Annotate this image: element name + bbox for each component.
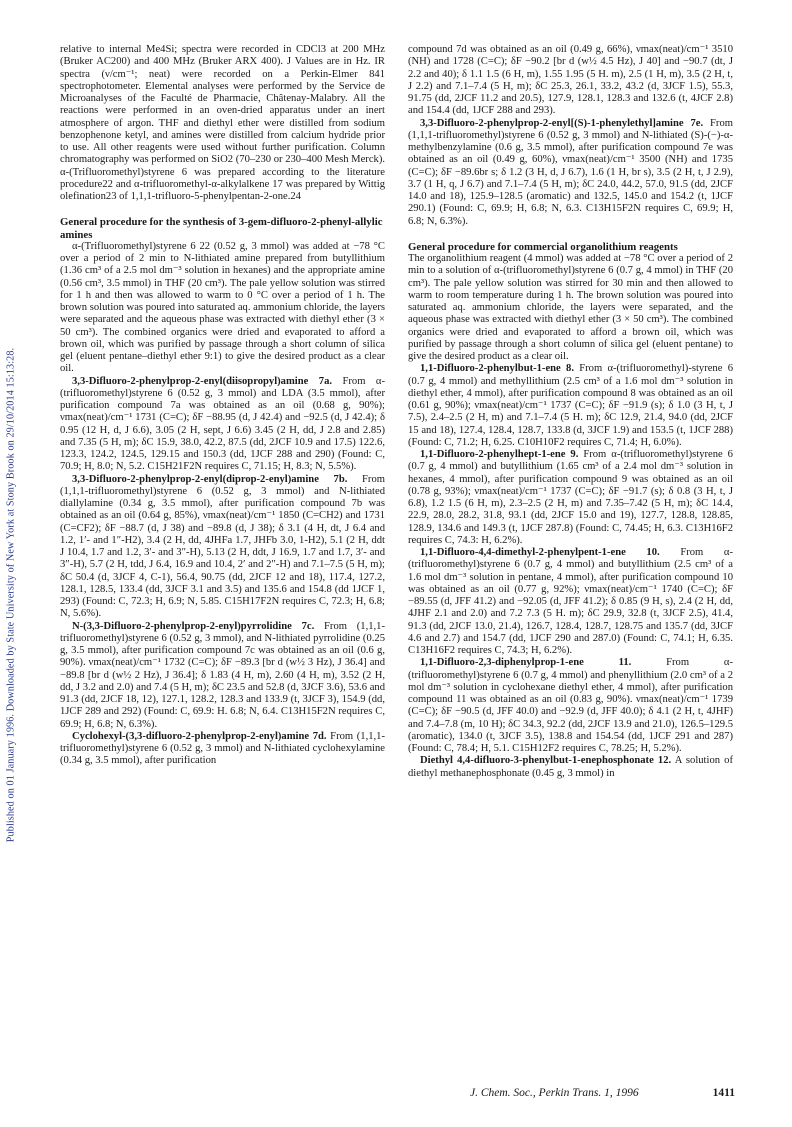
page-footer bbox=[470, 1087, 735, 1099]
compound-7c-title: N-(3,3-Difluoro-2-phenylprop-2-enyl)pyrrolidine 7c. bbox=[72, 620, 315, 632]
compound-9-entry bbox=[408, 449, 733, 547]
compound-7d-entry bbox=[60, 731, 385, 768]
compound-7d-continued: compound 7d was obtained as an oil (0.49 g, 66%), νmax(neat)/cm⁻¹ 3510 (NH) and 1728 (C=C); δF −90.2 [br d (w½ 4.5 Hz), J 40] and −90.7 (dt, J 2.2 and 40); δ 1.1 1.5 (6 H, m), 1.55 1.95 (5 H. m), 2.5 (1 H, m), 3.5 (2 H, t, J 2.2) and 7.1–7.4 (5 H, m); δC 25.3, 26.1, 33.2, 43.2 (d, 3JCF 1.5), 55.3, 91.75 (dd, 2JCF 11.2 and 20.5), 127.9, 128.1, 128.3 and 132.6 (t, 4JCF 2.8) and 154.4 (dd, 1JCF 288 and 293). bbox=[408, 44, 734, 117]
compound-7a-title: 3,3-Difluoro-2-phenylprop-2-enyl(diisopropyl)amine 7a. bbox=[72, 375, 333, 387]
compound-7c-entry bbox=[60, 621, 385, 731]
experimental-intro: relative to internal Me4Si; spectra were recorded in CDCl3 at 200 MHz (Bruker AC200) and 400 MHz (Bruker ARX 400). J Values are in Hz. IR spectra (ν/cm⁻¹; neat) were recorded on a Perkin-Elmer 841 spectrophotometer. Elemental analyses were performed by the Service de Microanalyses of the Faculté de Pharmacie, Châtenay-Malabry. All the reactions were performed in an oven-dried apparatus under an inert atmosphere of argon. THF and diethyl ether were distilled from sodium benzophenone ketyl, and amines were distilled from calcium hydride prior to use. All other reagents were used without further purification. Column chromatography was performed on SiO2 (70–230 or 230–400 Mesh Merck). α-(Trifluoromethyl)styrene 6 was prepared according to the literature procedure22 and α-trifluoromethyl-α-alkylalkene 17 was prepared by Wittig olefination23 of 1,1,1-trifluoro-5-phenylpentan-2-one.24 bbox=[60, 44, 385, 202]
compound-7b-title: 3,3-Difluoro-2-phenylprop-2-enyl(diprop-2-enyl)amine 7b. bbox=[72, 473, 348, 485]
download-watermark bbox=[2, 150, 20, 1040]
compound-10-text: From α-(trifluoromethyl)styrene 6 (0.7 g, 4 mmol) and butyllithium (2.5 cm³ of a 1.6 mol dm⁻³ solution in pentane, 4 mmol), after purification compound 10 was obtained as an oil (0.77 g, 92%); νmax(neat)/cm⁻¹ 1740 (C=C); δF −89.55 (d, JFF 41.2) and −92.05 (d, JFF 41.2); δ 0.85 (9 H, s), 2.4 (2 H, dd, 4JHF 2.1 and 2.0) and 7.2 7.3 (5 H. m); δC 29.9, 32.8 (t, 3JCF 2.5), 41.4, 91.3 (dd, 2JCF 13.0, 21.4), 126.7, 128.4, 128.7, 128.75 and 135.7 (dd, 3JCF 4.6 and 2.7) and 154.7 (dd, 1JCF 290 and 287.0) (Found: C, 74.1; H, 6.35. C13H16F2 requires C, 74.3; H, 6.2%). bbox=[408, 547, 733, 656]
compound-7a-text: From α-(trifluoromethyl)styrene 6 (0.52 g, 3 mmol) and LDA (3.5 mmol), after purification compound 7a was obtained as an oil (0.68 g, 90%); νmax(neat)/cm⁻¹ 1731 (C=C); δF −88.95 (d, J 42.4) and −92.5 (d, J 42.4); δ 0.95 (12 H, d, J 6.6), 3.05 (2 H, sept, J 6.6) 3.45 (2 H, dd, J 2.8 and 2.85) and 7.35 (5 H, m); δC 15.9, 38.0, 42.2, 87.5 (dd, 2JCF 10.9 and 17.5) 122.6, 123.3, 124.2, 124.5, 129.15 and 150.3 (dd, 1JCF 288 and 290) (Found: C, 70.9; H, 8.0; N, 5.2. C15H21F2N requires C, 71.15; H, 8.3; N, 5.5%). bbox=[60, 375, 385, 473]
compound-10-title: 1,1-Difluoro-4,4-dimethyl-2-phenylpent-1-ene 10. bbox=[420, 547, 660, 558]
compound-7d-text: From (1,1,1-trifluoromethyl)styrene 6 (0.52 g, 3 mmol) and N-lithiated cyclohexylamine (0.34 g, 3.5 mmol), after purification bbox=[60, 730, 385, 767]
journal-citation: J. Chem. Soc., Perkin Trans. 1, 1996 bbox=[470, 1087, 639, 1099]
compound-8-entry bbox=[408, 363, 733, 449]
section-heading-amines: General procedure for the synthesis of 3-gem-difluoro-2-phenyl-allylic amines bbox=[60, 216, 383, 241]
compound-10-entry bbox=[408, 547, 733, 657]
compound-12-text: A solution of diethyl methanephosphonate (0.45 g, 3 mmol) in bbox=[408, 755, 733, 779]
compound-11-entry bbox=[408, 657, 733, 755]
download-watermark-text: Published on 01 January 1996. Downloaded by State University of New York at Stony Brook on 29/10/2014 15:13:28. bbox=[5, 347, 17, 843]
compound-7d-title: Cyclohexyl-(3,3-difluoro-2-phenylprop-2-enyl)amine 7d. bbox=[72, 730, 327, 742]
right-column bbox=[408, 44, 733, 780]
compound-12-title: Diethyl 4,4-difluoro-3-phenylbut-1-enephosphonate 12. bbox=[420, 755, 672, 767]
compound-11-text: From α-(trifluoromethyl)styrene 6 (0.7 g, 4 mmol) and phenyllithium (2.0 cm³ of a 2 mol dm⁻³ solution in cyclohexane diethyl ether, 4 mmol), after purification compound 11 was obtained as an oil (0.83 g, 90%). νmax(neat)/cm⁻¹ 1739 (C=C); δF −90.5 (d, JFF 40.0) and −92.9 (d, JFF 40.0); δ 4.1 (2 H, t, 4JHF) and 7.4–7.8 (m, 10 H); δC 34.3, 92.2 (dd, 2JCF 13.9 and 21.0), 126.5–129.5 (aromatic), 134.0 (t, 3JCF 3.5), 138.8 and 154.54 (dd, 1JCF 291 and 287) (Found: C, 78.4; H, 5.1. C15H12F2 requires C, 78.25; H, 5.2%). bbox=[408, 657, 733, 754]
compound-8-text: From α-(trifluoromethyl)-styrene 6 (0.7 g, 4 mmol) and methyllithium (2.5 cm³ of a 1.6 mol dm⁻³ solution in diethyl ether, 4 mmol), after purification compound 8 was obtained as an oil (0.61 g, 90%); νmax(neat)/cm⁻¹ 1737 (C=C); δF −91.9 (s); δ 1.0 (3 H, t, J 7.5), 2.4–2.5 (2 H, m) and 7.1–7.4 (5 H. m); δC 12.9, 21.4, 94.0 (dd, 2JCF 15 and 18), 127.4, 128.4, 128.7, 133.8 (d, 3JCF 1.9) and 153.5 (t, 1JCF 288) (Found: C, 71.2; H, 6.25. C10H10F2 requires C, 71.4; H, 6.0%). bbox=[408, 363, 733, 448]
compound-7c-text: From (1,1,1-trifluoromethyl)styrene 6 (0.52 g, 3 mmol), and N-lithiated pyrrolidine (0.25 g, 3.5 mmol), after purification compound 7c was obtained as an oil (0.6 g, 90%). νmax(neat)/cm⁻¹ 1732 (C=C); δF −89.3 [br d (w½ 3 Hz), J 36.4] and −89.8 [br d (w½ 2 Hz), J 36.4]; δ 1.83 (4 H, m), 2.60 (4 H, m), 3.52 (2 H, dd, J 3.2 and 2.0) and 7.4 (5 H, m); δC 23.5 and 52.8 (d, 3JCF 3.6), 53.6 and 91.3 (dd, 2JCF 18, 12), 127.1, 128.2, 128.3 and 133.9 (t, 3JCF 3), 154.9 (dd, 1JCF 289 and 292) (Found: C, 69.9: H. 6.8; N, 6.4. C13H15F2N requires C, 69.9; H, 6.8; N, 6.3%). bbox=[60, 620, 385, 730]
compound-9-text: From α-(trifluoromethyl)styrene 6 (0.7 g, 4 mmol) and butyllithium (1.65 cm³ of a 2.4 mol dm⁻³ solution in hexanes, 4 mmol), after purification compound 9 was obtained as an oil (0.78 g, 93%); νmax(neat)/cm⁻¹ 1737 (C=C); δF −91.7 (s); δ 0.8 (3 H, t, J 6.8), 1.2 1.5 (6 H, m), 2.3–2.5 (2 H, m) and 7.35–7.42 (5 H, m); δC 14.4, 22.9, 28.0, 28.2, 31.8, 93.1 (dd, 2JCF 15.0 and 19), 127.7, 128.8, 128.85, 128.9, 134.6 and 149.3 (t, 1JCF 287.8) (Found: C, 74.45; H, 6.3. C13H16F2 requires C, 74.3: H, 6.2%). bbox=[408, 449, 733, 546]
left-column bbox=[60, 44, 385, 768]
general-procedure-organolithium: The organolithium reagent (4 mmol) was added at −78 °C over a period of 2 min to a solution of α-(trifluoromethyl)styrene 6 (0.7 g, 4 mmol) in THF (20 cm³). The pale yellow solution was stirred for 30 min and then allowed to warm to room temperature during 1 h. The brown solution was poured into saturated aq. ammonium chloride, the layers were separated, and the aqueous phase was extracted with diethyl ether (3 × 50 cm³). The combined organics were dried and evaporated to afford a brown oil, which was purified by passage through a short column of silica gel (eluent pentane) to give the desired product as a clear oil. bbox=[408, 253, 733, 362]
compound-11-title: 1,1-Difluoro-2,3-diphenylprop-1-ene 11. bbox=[420, 657, 632, 669]
compound-12-entry bbox=[408, 755, 733, 780]
compound-7e-text: From (1,1,1-trifluoromethyl)styrene 6 (0.52 g, 3 mmol) and N-lithiated (S)-(−)-α-methylbenzylamine (0.6 g, 3.5 mmol), after purification compound 7e was obtained as an oil (0.49 g, 60%), νmax(neat)/cm⁻¹ 3500 (NH) and 1735 (C=C); δF −89.6br s; δ 1.2 (3 H, d, J 6.7), 1.6 (1 H, br s), 3.5 (2 H, t, J 2.9), 3.7 (1 H, q, J 6.7) and 7.1–7.4 (5 H, m); δC 24.0, 44.2, 57.0, 91.5 (dd, 2JCF 14.0 and 18), 125.9–128.5 (aromatic) and 132.5, 145.0 and 154.2 (t, 1JCF 290.1) (Found: C, 69.9; H, 6.8; N, 6.3. C13H15F2N requires C, 69.9; H, 6.8; N, 6.3%). bbox=[408, 117, 733, 227]
compound-9-title: 1,1-Difluoro-2-phenylhept-1-ene 9. bbox=[420, 449, 579, 460]
compound-7e-entry bbox=[408, 118, 733, 228]
page-number: 1411 bbox=[712, 1087, 735, 1099]
general-procedure-amines: α-(Trifluoromethyl)styrene 6 22 (0.52 g, 3 mmol) was added at −78 °C over a period of 2 min to N-lithiated amine prepared from butyllithium (1.36 cm³ of a 2.5 mol dm⁻³ solution in hexanes) and the appropriate amine (0.56 cm³, 3.5 mmol) in THF (20 cm³). The pale yellow solution was stirred for 1 h and then was allowed to warm to 0 °C over a period of 1 h. The brown solution was poured into saturated aq. ammonium chloride, the layers were separated and the aqueous phase was extracted with diethyl ether (3 × 50 cm³). The combined organics were dried and evaporated to afford a brown oil, which was purified by passage through a short column of silica gel (eluent pentane–diethyl ether 9:1) to give the desired product as a clear oil. bbox=[60, 240, 385, 375]
section-heading-organolithium: General procedure for commercial organolithium reagents bbox=[408, 240, 678, 253]
compound-8-title: 1,1-Difluoro-2-phenylbut-1-ene 8. bbox=[420, 363, 574, 375]
compound-7b-entry bbox=[60, 474, 385, 621]
compound-7a-entry bbox=[60, 376, 385, 474]
compound-7e-title: 3,3-Difluoro-2-phenylprop-2-enyl[(S)-1-phenylethyl]amine 7e. bbox=[420, 117, 704, 129]
compound-7b-text: From (1,1,1-trifluoromethyl)styrene 6 (0.52 g, 3 mmol) and N-lithiated diallylamine (0.34 g, 3.5 mmol), after purification compound 7b was obtained as an oil (0.64 g, 85%), νmax(neat)/cm⁻¹ 1850 (C=CH2) and 1731 (C=CF2); δF −88.7 (d, J 38) and −89.8 (d, J 38); δ 3.1 (4 H, dt, J 6.4 and 1.2, 1′- and 1″-H2), 3.4 (2 H, dd, 4JHFa 1.7, JHFb 3.0, 1-H2), 5.1 (2 H, ddt J 10.4, 1.7 and 1.2, 3′- and 3″-H), 5.13 (2 H, ddt, J 16.9, 1.7 and 1.7, 3′- and 3″-H), 5.7 (2 H, tdd, J 6.4, 16.9 and 10.4, 2′ and 2″-H) and 7.1–7.5 (5 H, m); δC 50.4 (d, 3JCF 4, C-1), 56.4, 90.75 (dd, 2JCF 12 and 18), 117.4, 127.2, 128.1, 128.5, 133.4 (dd, 3JCF 3.1 and 3.5) and 135.6 and 154.8 (dd 1JCF 1, 293) (Found: C, 72.3; H, 6.9; N, 5.85. C15H17F2N requires C, 72.3; H, 6.8; N, 5.6%). bbox=[60, 473, 385, 620]
